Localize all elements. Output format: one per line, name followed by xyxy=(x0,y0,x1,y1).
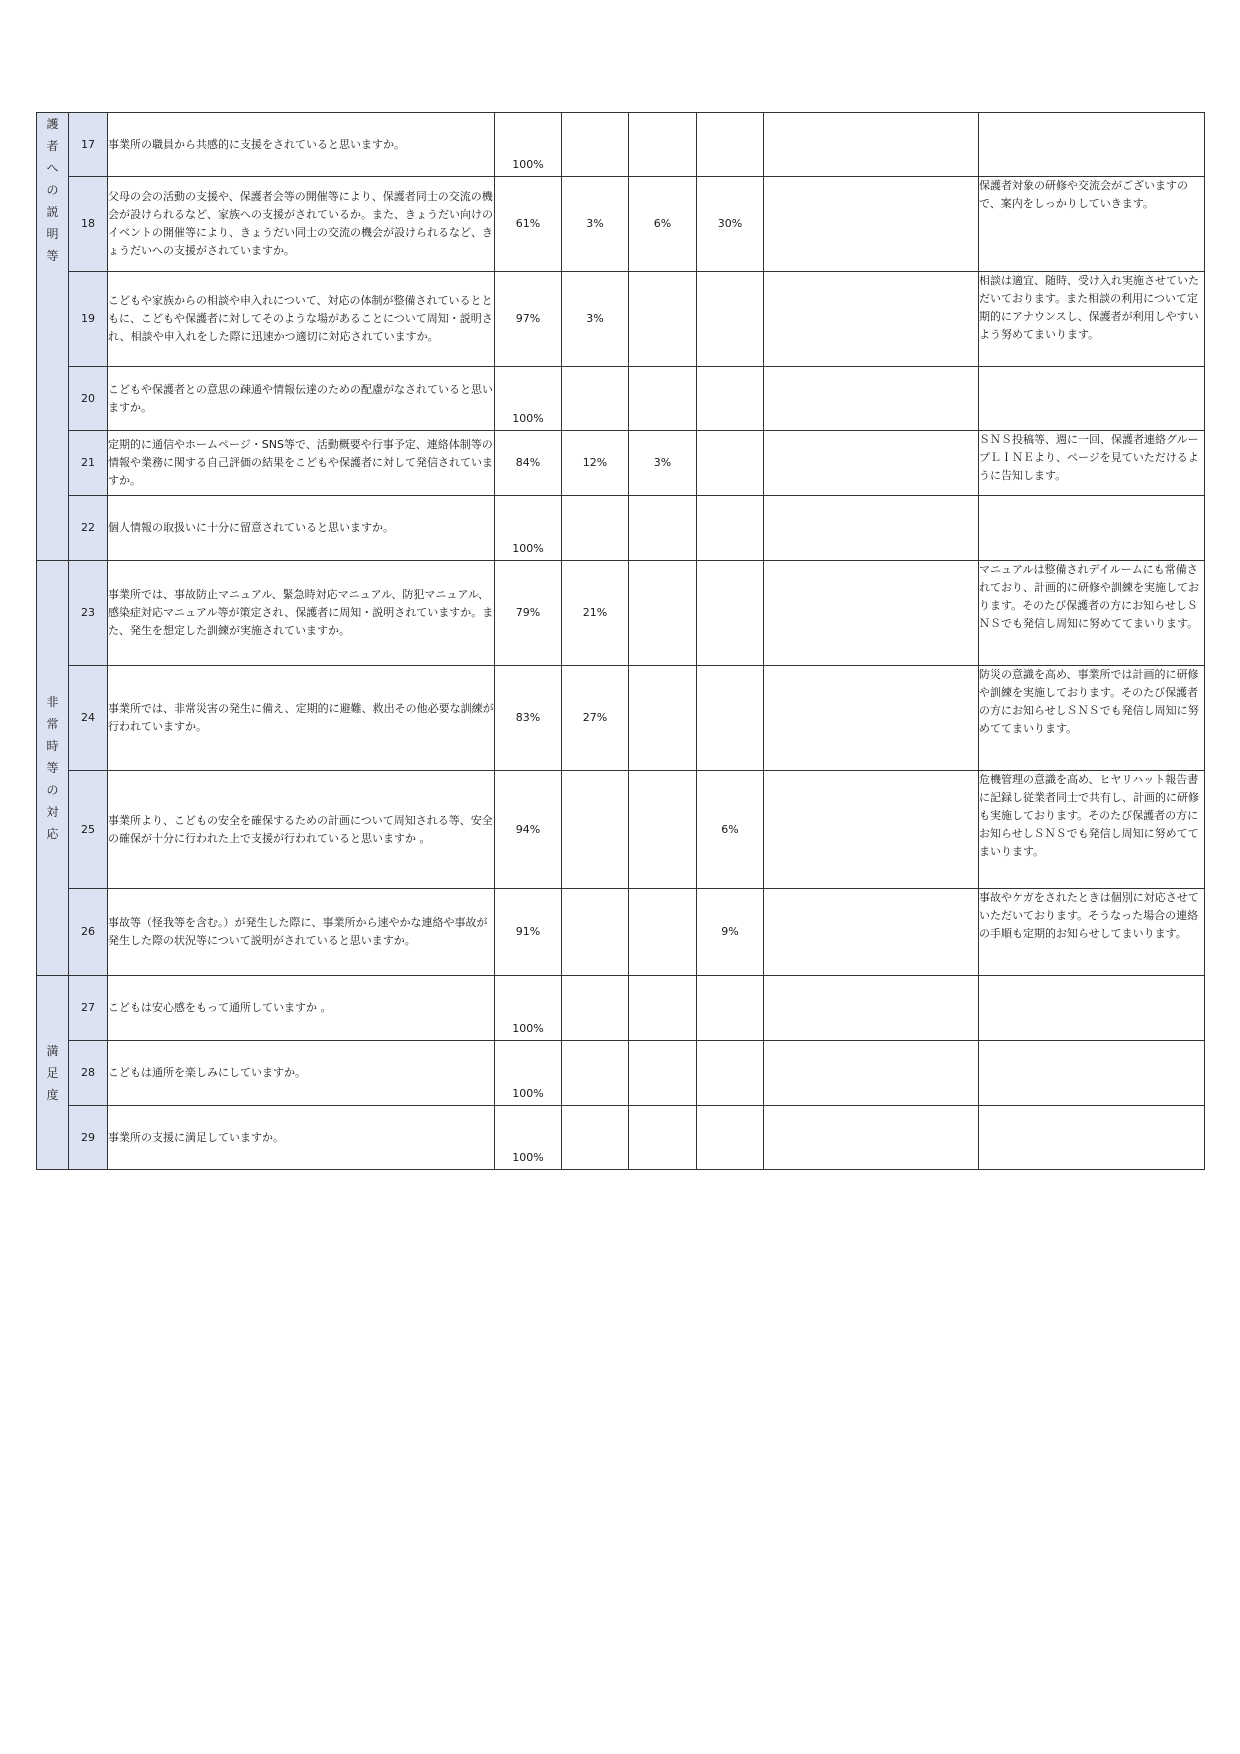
answer-col3-percent: 6% xyxy=(629,177,697,272)
table-row xyxy=(37,367,1205,431)
answer-yes-percent: 100% xyxy=(495,113,562,177)
response-cell xyxy=(764,113,979,177)
row-number: 19 xyxy=(69,272,108,367)
answer-col3-percent xyxy=(629,1106,697,1170)
response-cell xyxy=(764,561,979,666)
row-number: 20 xyxy=(69,367,108,431)
row-number: 22 xyxy=(69,496,108,561)
comment-cell: 危機管理の意識を高め、ヒヤリハット報告書に記録し従業者同士で共有し、計画的に研修も実施しております。そのたび保護者の方にお知らせしＳＮＳでも発信し周知に努めててまいります。 xyxy=(979,771,1205,889)
answer-col2-percent xyxy=(562,889,629,976)
category-label: 護者への説明等 xyxy=(46,117,59,263)
comment-cell xyxy=(979,113,1205,177)
question-text: 事業所の職員から共感的に支援をされていると思いますか。 xyxy=(108,113,495,177)
table-row xyxy=(37,177,1205,272)
answer-col3-percent: 3% xyxy=(629,431,697,496)
category-label: 非常時等の対応 xyxy=(46,695,59,841)
comment-cell: マニュアルは整備されデイルームにも常備されており、計画的に研修や訓練を実施しております。そのたび保護者の方にお知らせしＳＮＳでも発信し周知に努めててまいります。 xyxy=(979,561,1205,666)
answer-yes-percent: 94% xyxy=(495,771,562,889)
response-cell xyxy=(764,976,979,1041)
answer-col2-percent: 27% xyxy=(562,666,629,771)
table-row xyxy=(37,976,1205,1041)
comment-cell xyxy=(979,496,1205,561)
answer-col2-percent xyxy=(562,1041,629,1106)
answer-col3-percent xyxy=(629,1041,697,1106)
comment-cell xyxy=(979,1041,1205,1106)
answer-yes-percent: 84% xyxy=(495,431,562,496)
table-row xyxy=(37,431,1205,496)
table-row xyxy=(37,1106,1205,1170)
answer-col3-percent xyxy=(629,561,697,666)
answer-yes-percent: 100% xyxy=(495,496,562,561)
question-text: 事故等（怪我等を含む。）が発生した際に、事業所から速やかな連絡や事故が発生した際の状況等について説明がされていると思いますか。 xyxy=(108,889,495,976)
question-text: こどもや保護者との意思の疎通や情報伝達のための配慮がなされていると思いますか。 xyxy=(108,367,495,431)
question-text: こどもや家族からの相談や申入れについて、対応の体制が整備されているとともに、こどもや保護者に対してそのような場があることについて周知・説明され、相談や申入れをした際に迅速かつ適切に対応されていますか。 xyxy=(108,272,495,367)
answer-col2-percent: 3% xyxy=(562,272,629,367)
response-cell xyxy=(764,272,979,367)
answer-col3-percent xyxy=(629,889,697,976)
answer-col2-percent: 3% xyxy=(562,177,629,272)
answer-col3-percent xyxy=(629,976,697,1041)
row-number: 17 xyxy=(69,113,108,177)
answer-col2-percent xyxy=(562,496,629,561)
answer-col4-percent: 30% xyxy=(697,177,764,272)
table-row xyxy=(37,889,1205,976)
response-cell xyxy=(764,496,979,561)
response-cell xyxy=(764,889,979,976)
answer-col3-percent xyxy=(629,771,697,889)
answer-col4-percent xyxy=(697,367,764,431)
table-row xyxy=(37,113,1205,177)
answer-yes-percent: 100% xyxy=(495,1041,562,1106)
category-label: 満足度 xyxy=(46,1043,59,1102)
category-cell xyxy=(37,113,69,561)
table-row xyxy=(37,272,1205,367)
answer-col2-percent xyxy=(562,1106,629,1170)
comment-cell: 事故やケガをされたときは個別に対応させていただいております。そうなった場合の連絡の手順も定期的お知らせしてまいります。 xyxy=(979,889,1205,976)
comment-cell: ＳＮＳ投稿等、週に一回、保護者連絡グループＬＩＮＥより、ページを見ていただけるように告知します。 xyxy=(979,431,1205,496)
response-cell xyxy=(764,367,979,431)
answer-col3-percent xyxy=(629,272,697,367)
row-number: 21 xyxy=(69,431,108,496)
row-number: 27 xyxy=(69,976,108,1041)
answer-col3-percent xyxy=(629,496,697,561)
answer-col3-percent xyxy=(629,367,697,431)
response-cell xyxy=(764,666,979,771)
row-number: 26 xyxy=(69,889,108,976)
table-row xyxy=(37,771,1205,889)
question-text: 個人情報の取扱いに十分に留意されていると思いますか。 xyxy=(108,496,495,561)
question-text: 事業所では、事故防止マニュアル、緊急時対応マニュアル、防犯マニュアル、感染症対応マニュアル等が策定され、保護者に周知・説明されていますか。また、発生を想定した訓練が実施されていますか。 xyxy=(108,561,495,666)
answer-col4-percent xyxy=(697,1041,764,1106)
comment-cell: 防災の意識を高め、事業所では計画的に研修や訓練を実施しております。そのたび保護者の方にお知らせしＳＮＳでも発信し周知に努めててまいります。 xyxy=(979,666,1205,771)
answer-col4-percent xyxy=(697,666,764,771)
answer-col4-percent xyxy=(697,1106,764,1170)
comment-cell xyxy=(979,1106,1205,1170)
comment-cell: 相談は適宜、随時、受け入れ実施させていただいております。また相談の利用について定期的にアナウンスし、保護者が利用しやすいよう努めてまいります。 xyxy=(979,272,1205,367)
answer-yes-percent: 100% xyxy=(495,976,562,1041)
answer-col3-percent xyxy=(629,113,697,177)
answer-yes-percent: 97% xyxy=(495,272,562,367)
answer-col4-percent: 6% xyxy=(697,771,764,889)
answer-col2-percent xyxy=(562,771,629,889)
answer-col4-percent xyxy=(697,976,764,1041)
response-cell xyxy=(764,431,979,496)
answer-col2-percent xyxy=(562,367,629,431)
response-cell xyxy=(764,771,979,889)
table-row xyxy=(37,1041,1205,1106)
row-number: 24 xyxy=(69,666,108,771)
answer-yes-percent: 91% xyxy=(495,889,562,976)
answer-yes-percent: 83% xyxy=(495,666,562,771)
response-cell xyxy=(764,1106,979,1170)
answer-col2-percent xyxy=(562,976,629,1041)
answer-col2-percent: 12% xyxy=(562,431,629,496)
answer-yes-percent: 100% xyxy=(495,1106,562,1170)
answer-yes-percent: 61% xyxy=(495,177,562,272)
question-text: 父母の会の活動の支援や、保護者会等の開催等により、保護者同士の交流の機会が設けられるなど、家族への支援がされているか。また、きょうだい向けのイベントの開催等により、きょうだい同士の交流の機会が設けられるなど、きょうだいへの支援がされていますか。 xyxy=(108,177,495,272)
question-text: 事業所では、非常災害の発生に備え、定期的に避難、救出その他必要な訓練が行われていますか。 xyxy=(108,666,495,771)
answer-col4-percent: 9% xyxy=(697,889,764,976)
category-cell xyxy=(37,976,69,1170)
answer-col4-percent xyxy=(697,496,764,561)
question-text: 定期的に通信やホームページ・SNS等で、活動概要や行事予定、連絡体制等の情報や業務に関する自己評価の結果をこどもや保護者に対して発信されていますか。 xyxy=(108,431,495,496)
answer-col4-percent xyxy=(697,272,764,367)
table-row xyxy=(37,496,1205,561)
row-number: 25 xyxy=(69,771,108,889)
row-number: 23 xyxy=(69,561,108,666)
table-row xyxy=(37,561,1205,666)
comment-cell: 保護者対象の研修や交流会がございますので、案内をしっかりしていきます。 xyxy=(979,177,1205,272)
answer-col3-percent xyxy=(629,666,697,771)
answer-col2-percent xyxy=(562,113,629,177)
answer-col4-percent xyxy=(697,431,764,496)
question-text: こどもは安心感をもって通所していますか 。 xyxy=(108,976,495,1041)
response-cell xyxy=(764,177,979,272)
comment-cell xyxy=(979,367,1205,431)
comment-cell xyxy=(979,976,1205,1041)
question-text: こどもは通所を楽しみにしていますか。 xyxy=(108,1041,495,1106)
response-cell xyxy=(764,1041,979,1106)
answer-col4-percent xyxy=(697,561,764,666)
table-row xyxy=(37,666,1205,771)
question-text: 事業所の支援に満足していますか。 xyxy=(108,1106,495,1170)
row-number: 28 xyxy=(69,1041,108,1106)
question-text: 事業所より、こどもの安全を確保するための計画について周知される等、安全の確保が十分に行われた上で支援が行われていると思いますか 。 xyxy=(108,771,495,889)
row-number: 18 xyxy=(69,177,108,272)
evaluation-table xyxy=(36,112,1205,1170)
answer-col4-percent xyxy=(697,113,764,177)
answer-yes-percent: 100% xyxy=(495,367,562,431)
category-cell xyxy=(37,561,69,976)
row-number: 29 xyxy=(69,1106,108,1170)
answer-yes-percent: 79% xyxy=(495,561,562,666)
answer-col2-percent: 21% xyxy=(562,561,629,666)
